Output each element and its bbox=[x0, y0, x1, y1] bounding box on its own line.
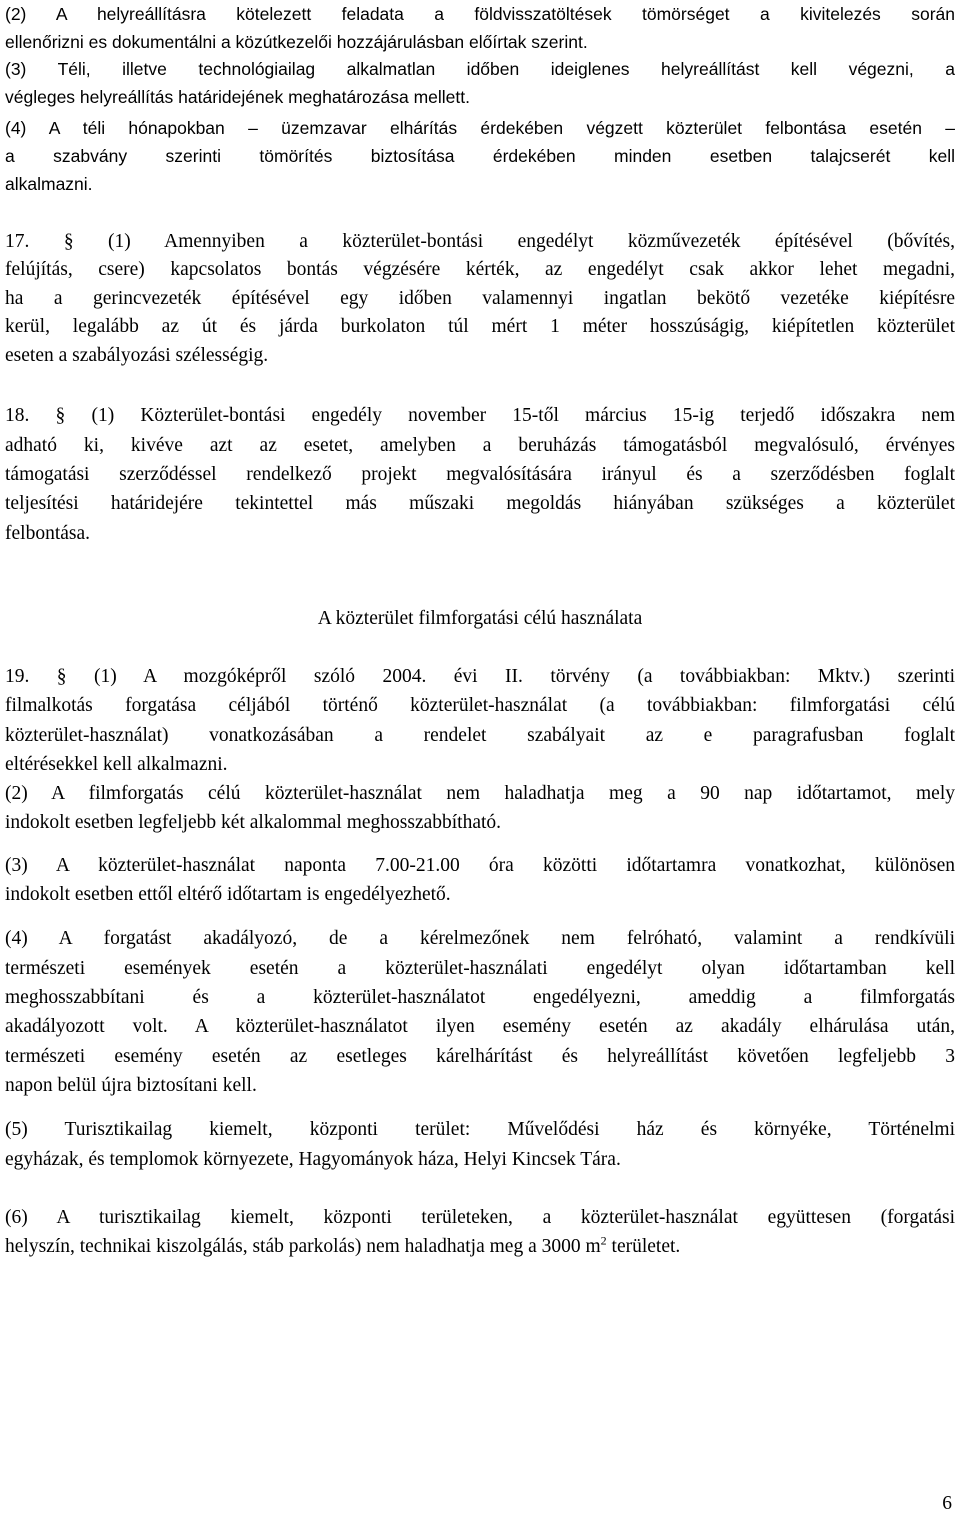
section-17-line-3: ha a gerincvezeték építésével egy időben valamennyi ingatlan bekötő vezetéke kiépítésre bbox=[5, 288, 955, 309]
paragraph-3-line-2: végleges helyreállítás határidejének meghatározása mellett. bbox=[5, 87, 470, 107]
section-18-line-3: támogatási szerződéssel rendelkező projekt megvalósítására irányul és a szerződésben foglalt bbox=[5, 464, 955, 485]
section-19-line-4: eltérésekkel kell alkalmazni. bbox=[5, 754, 228, 775]
paragraph-6-line-1: (6) A turisztikailag kiemelt, központi területeken, a közterület-használat együttesen (forgatási bbox=[5, 1207, 955, 1228]
paragraph-4b-line-3: meghosszabbítani és a közterület-használatot engedélyezni, ameddig a filmforgatás bbox=[5, 987, 955, 1008]
paragraph-3-line-1: (3) Téli, illetve technológiailag alkalmatlan időben ideiglenes helyreállítást kell végezni, a bbox=[5, 59, 955, 79]
section-19-para-2-line-2: indokolt esetben legfeljebb két alkalommal meghosszabbítható. bbox=[5, 812, 502, 833]
paragraph-2-line-1: (2) A helyreállításra kötelezett feladata a földvisszatöltések tömörséget a kivitelezés során bbox=[5, 4, 955, 24]
section-18-line-1: 18. § (1) Közterület-bontási engedély november 15-től március 15-ig terjedő időszakra nem bbox=[5, 405, 955, 426]
paragraph-6-line-2-text: helyszín, technikai kiszolgálás, stáb parkolás) nem haladhatja meg a 3000 m bbox=[5, 1236, 601, 1257]
section-heading: A közterület filmforgatási célú használata bbox=[317, 608, 643, 629]
paragraph-4b-line-6: napon belül újra biztosítani kell. bbox=[5, 1075, 257, 1096]
section-19-line-2: filmalkotás forgatása céljából történő közterület-használat (a továbbiakban: filmforgatási célú bbox=[5, 695, 955, 716]
section-17-line-1: 17. § (1) Amennyiben a közterület-bontási engedélyt közművezeték építésével (bővítés, bbox=[5, 231, 955, 252]
section-18-line-5: felbontása. bbox=[5, 523, 91, 544]
paragraph-2-line-2: ellenőrizni es dokumentálni a közútkezelői hozzájárulásban előírtak szerint. bbox=[5, 32, 588, 52]
section-18-line-2: adható ki, kivéve azt az esetet, amelyben a beruházás támogatásból megvalósuló, érvényes bbox=[5, 435, 955, 456]
paragraph-5-line-2: egyházak, és templomok környezete, Hagyományok háza, Helyi Kincsek Tára. bbox=[5, 1149, 621, 1170]
paragraph-4b-line-4: akadályozott volt. A közterület-használatot ilyen esemény esetén az akadály elhárulása után, bbox=[5, 1016, 955, 1037]
paragraph-3b-line-2: indokolt esetben ettől eltérő időtartam is engedélyezhető. bbox=[5, 884, 451, 905]
document-page bbox=[5, 0, 955, 1537]
paragraph-5-line-1: (5) Turisztikailag kiemelt, központi terület: Művelődési ház és környéke, Történelmi bbox=[5, 1119, 955, 1140]
page-number: 6 bbox=[942, 1493, 952, 1514]
section-18-line-4: teljesítési határidejére tekintettel más műszaki megoldás hiányában szükséges a közterület bbox=[5, 493, 955, 514]
section-17-line-2: felújítás, csere) kapcsolatos bontás végzésére kérték, az engedélyt csak akkor lehet megadni, bbox=[5, 259, 955, 280]
paragraph-3b-line-1: (3) A közterület-használat naponta 7.00-21.00 óra közötti időtartamra vonatkozhat, különösen bbox=[5, 855, 955, 876]
paragraph-4-line-1: (4) A téli hónapokban – üzemzavar elhárítás érdekében végzett közterület felbontása esetén – bbox=[5, 118, 955, 138]
superscript-2: 2 bbox=[600, 1233, 607, 1248]
paragraph-4-line-3: alkalmazni. bbox=[5, 174, 93, 194]
section-19-line-1: 19. § (1) A mozgóképről szóló 2004. évi II. törvény (a továbbiakban: Mktv.) szerinti bbox=[5, 666, 955, 687]
paragraph-4-line-2: a szabvány szerinti tömörítés biztosítása érdekében minden esetben talajcserét kell bbox=[5, 146, 955, 166]
section-17-line-4: kerül, legalább az út és járda burkolaton túl mért 1 méter hosszúságig, kiépítetlen közterület bbox=[5, 316, 955, 337]
section-19-line-3: közterület-használat) vonatkozásában a rendelet szabályait az e paragrafusban foglalt bbox=[5, 725, 955, 746]
section-17-line-5: eseten a szabályozási szélességig. bbox=[5, 345, 269, 366]
paragraph-4b-line-5: természeti esemény esetén az esetleges kárelhárítást és helyreállítást követően legfeljebb 3 bbox=[5, 1046, 955, 1067]
paragraph-6-line-2 bbox=[5, 1233, 955, 1261]
section-19-para-2-line-1: (2) A filmforgatás célú közterület-használat nem haladhatja meg a 90 nap időtartamot, mely bbox=[5, 783, 955, 804]
paragraph-4b-line-1: (4) A forgatást akadályozó, de a kérelmezőnek nem felróható, valamint a rendkívüli bbox=[5, 928, 955, 949]
paragraph-6-line-2-end: területet. bbox=[606, 1236, 681, 1257]
paragraph-4b-line-2: természeti események esetén a közterület-használati engedélyt olyan időtartamban kell bbox=[5, 958, 955, 979]
